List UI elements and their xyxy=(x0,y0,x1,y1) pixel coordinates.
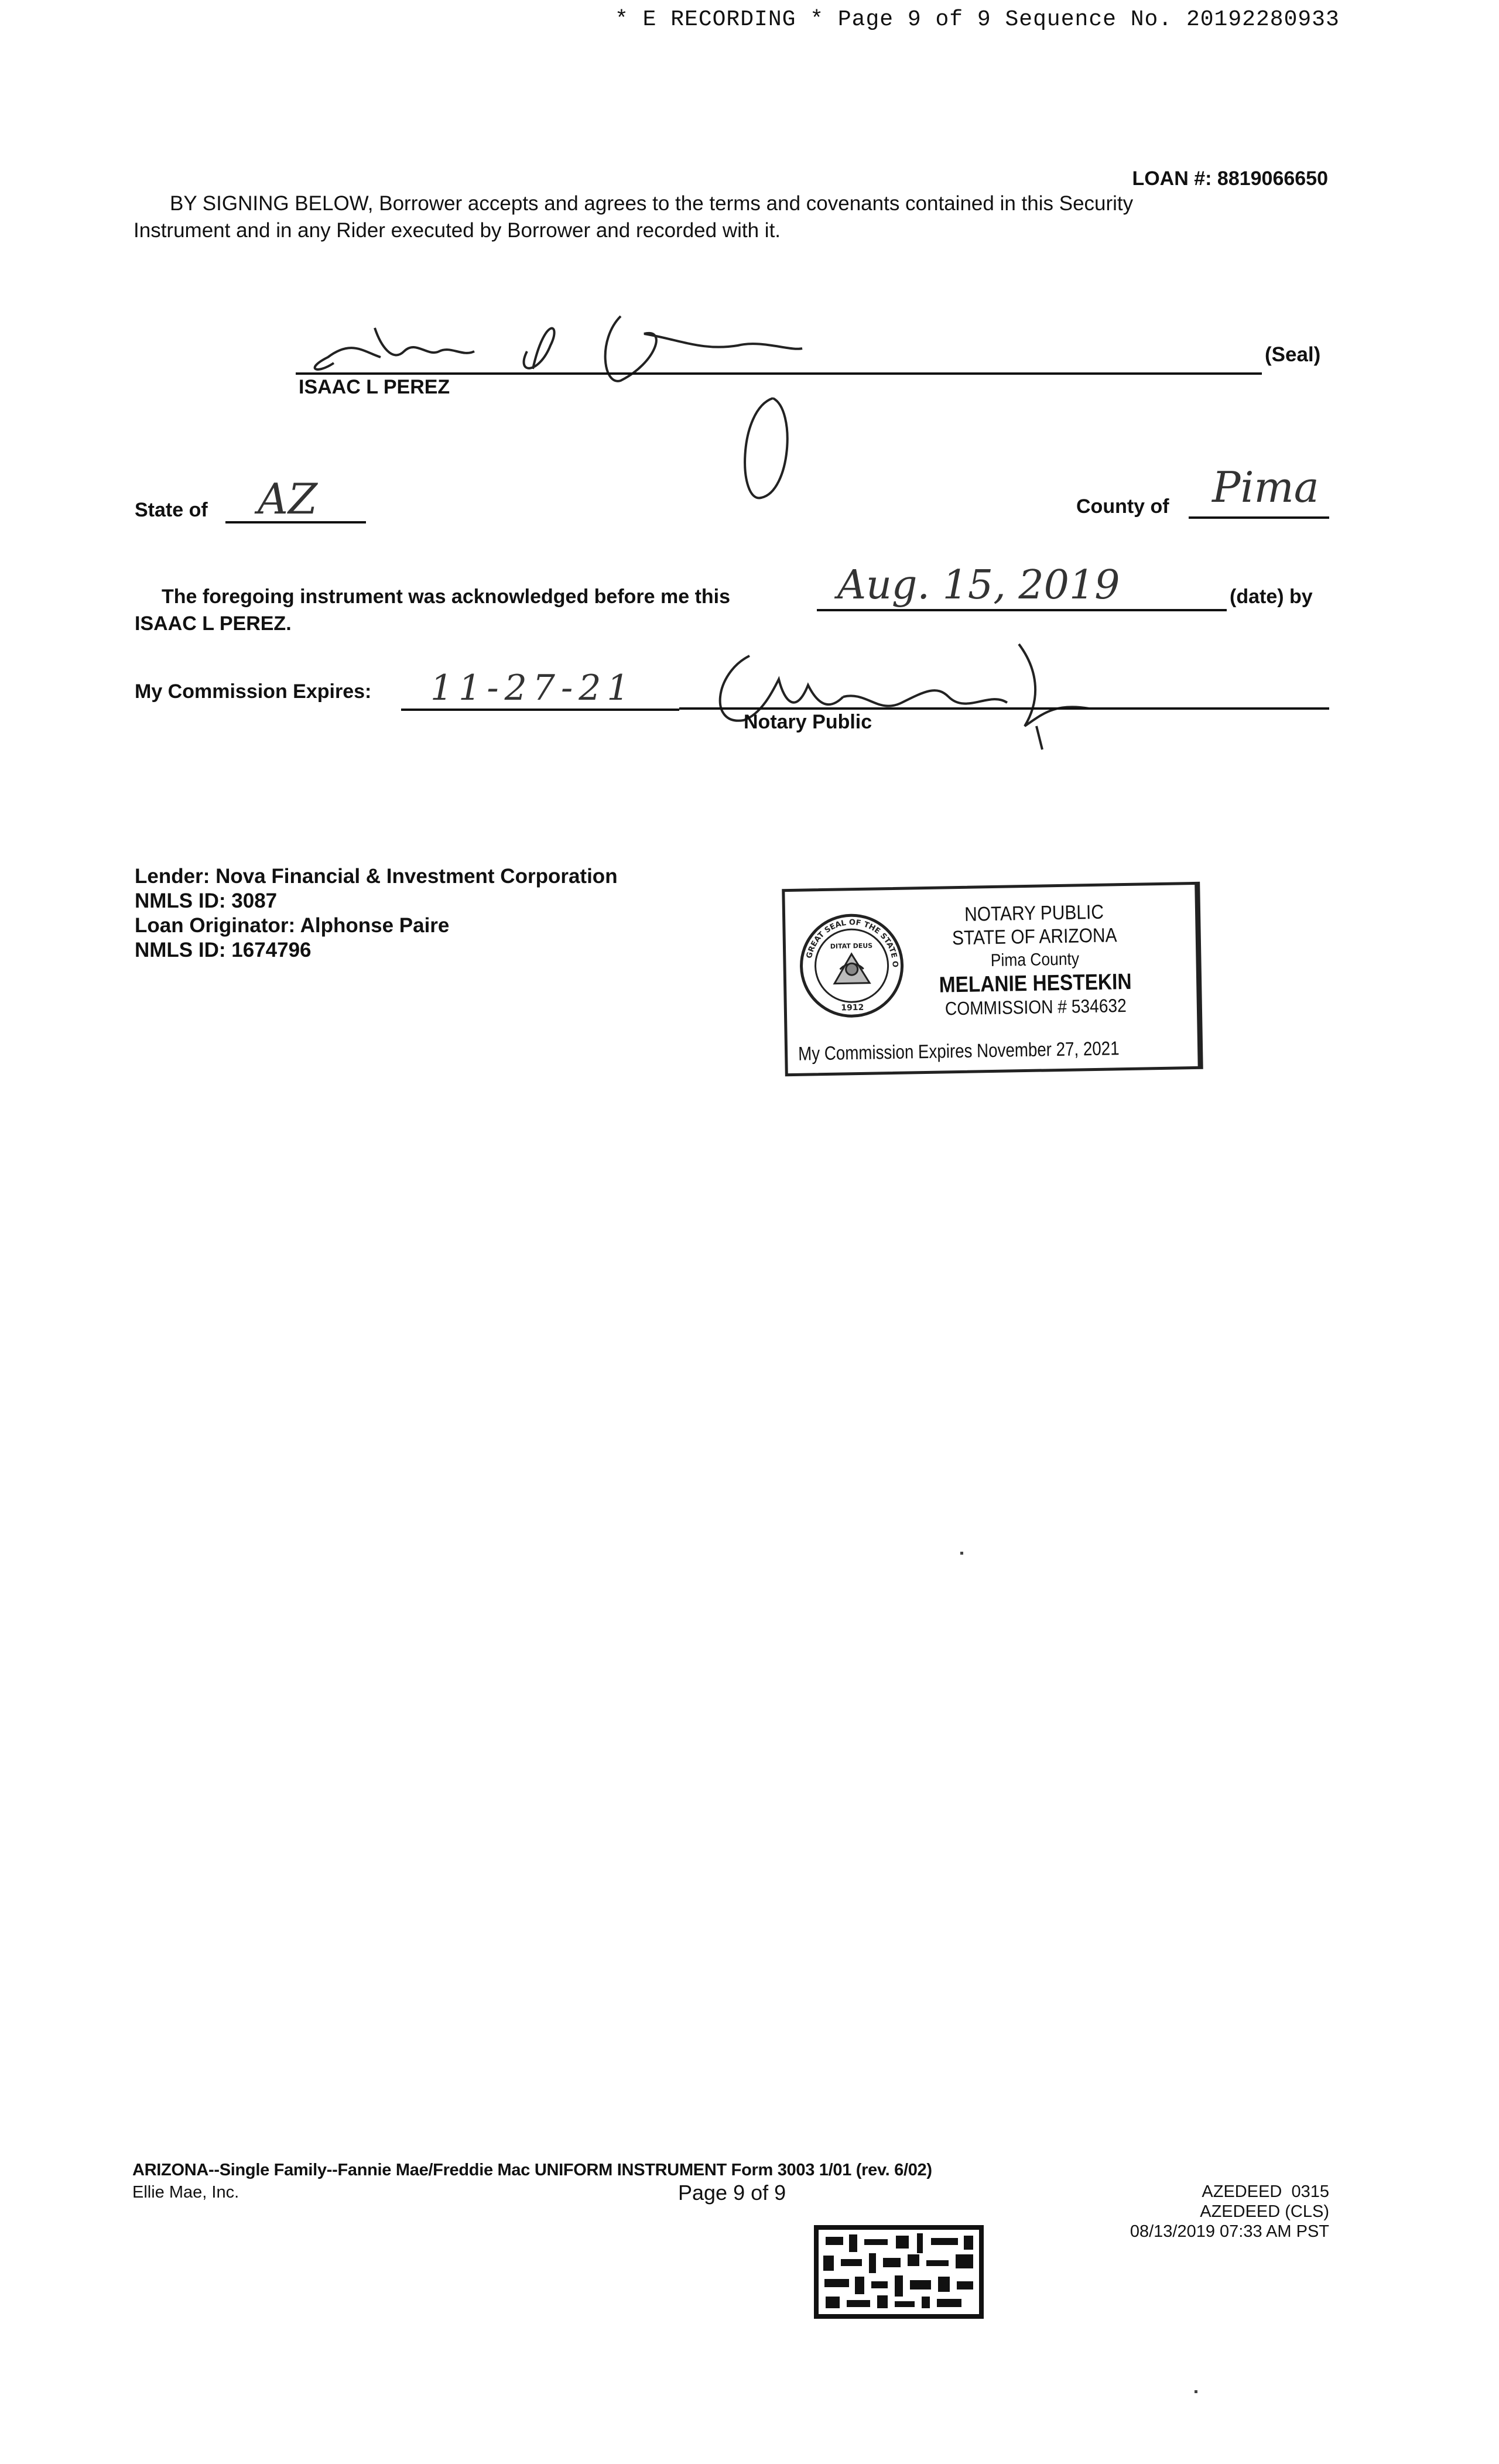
seal-year: 1912 xyxy=(841,1002,864,1013)
state-label: State of xyxy=(135,499,208,521)
originator-nmls: NMLS ID: 1674796 xyxy=(135,939,312,961)
acknowledgment-date: Aug. 15, 2019 xyxy=(837,562,1120,608)
lender-nmls: NMLS ID: 3087 xyxy=(135,889,278,912)
footer-form: ARIZONA--Single Family--Fannie Mae/Freddie Mac UNIFORM INSTRUMENT Form 3003 1/01 (rev. 6/02) xyxy=(132,2161,932,2179)
seal-motto: DITAT DEUS xyxy=(830,942,873,950)
stamp-text xyxy=(920,899,1149,1021)
barcode-icon xyxy=(814,2225,984,2319)
acknowledgment-suffix: (date) by xyxy=(1230,586,1313,608)
footer-code-1: AZEDEED 0315 xyxy=(1202,2182,1329,2201)
commission-label: My Commission Expires: xyxy=(135,680,372,703)
footer-timestamp: 08/13/2019 07:33 AM PST xyxy=(1130,2222,1329,2241)
commission-line xyxy=(401,709,679,711)
scan-dot xyxy=(960,1552,963,1555)
arizona-seal-icon xyxy=(795,907,905,1019)
stamp-expires: My Commission Expires November 27, 2021 xyxy=(798,1037,1120,1065)
acknowledgment-name: ISAAC L PEREZ. xyxy=(135,612,292,635)
footer-page: Page 9 of 9 xyxy=(678,2181,786,2205)
county-label: County of xyxy=(1076,495,1169,518)
notary-label: Notary Public xyxy=(744,711,872,733)
scan-dot xyxy=(1195,2390,1197,2393)
footer-code-2: AZEDEED (CLS) xyxy=(1200,2202,1329,2221)
acknowledgment-text: The foregoing instrument was acknowledged before me this xyxy=(162,586,731,608)
borrower-signature-line xyxy=(296,372,1262,375)
footer-company: Ellie Mae, Inc. xyxy=(132,2183,239,2202)
stamp-county: Pima County xyxy=(990,949,1080,971)
notary-signature-line xyxy=(679,707,1329,710)
loan-originator: Loan Originator: Alphonse Paire xyxy=(135,914,450,937)
stamp-commission: COMMISSION # 534632 xyxy=(944,995,1127,1019)
lender-block xyxy=(135,864,618,963)
loan-number xyxy=(1132,167,1328,190)
acknowledgment-date-line xyxy=(817,609,1227,611)
stamp-name: MELANIE HESTEKIN xyxy=(939,969,1132,998)
stamp-title: NOTARY PUBLIC xyxy=(964,901,1104,926)
commission-value: 11-27-21 xyxy=(430,668,635,709)
recording-header: * E RECORDING * Page 9 of 9 Sequence No. 20192280933 xyxy=(615,7,1340,32)
stamp-state: STATE OF ARIZONA xyxy=(952,924,1117,950)
borrower-name: ISAAC L PEREZ xyxy=(299,376,450,398)
county-value: Pima xyxy=(1212,463,1319,512)
intro-line-1: BY SIGNING BELOW, Borrower accepts and agrees to the terms and covenants contained in this Security xyxy=(170,192,1134,215)
notary-signature xyxy=(691,632,1159,761)
notary-stamp xyxy=(782,882,1203,1076)
intro-line-2: Instrument and in any Rider executed by Borrower and recorded with it. xyxy=(134,219,781,242)
county-line xyxy=(1189,516,1329,519)
lender-name: Lender: Nova Financial & Investment Corporation xyxy=(135,865,618,888)
seal-ring-text: GREAT SEAL OF THE STATE OF ARIZONA xyxy=(795,907,899,968)
footer-codes xyxy=(1130,2182,1329,2241)
loan-value: 8819066650 xyxy=(1217,167,1328,190)
state-value: AZ xyxy=(258,474,318,523)
loan-label: LOAN #: xyxy=(1132,167,1212,190)
seal-label: (Seal) xyxy=(1265,343,1321,366)
